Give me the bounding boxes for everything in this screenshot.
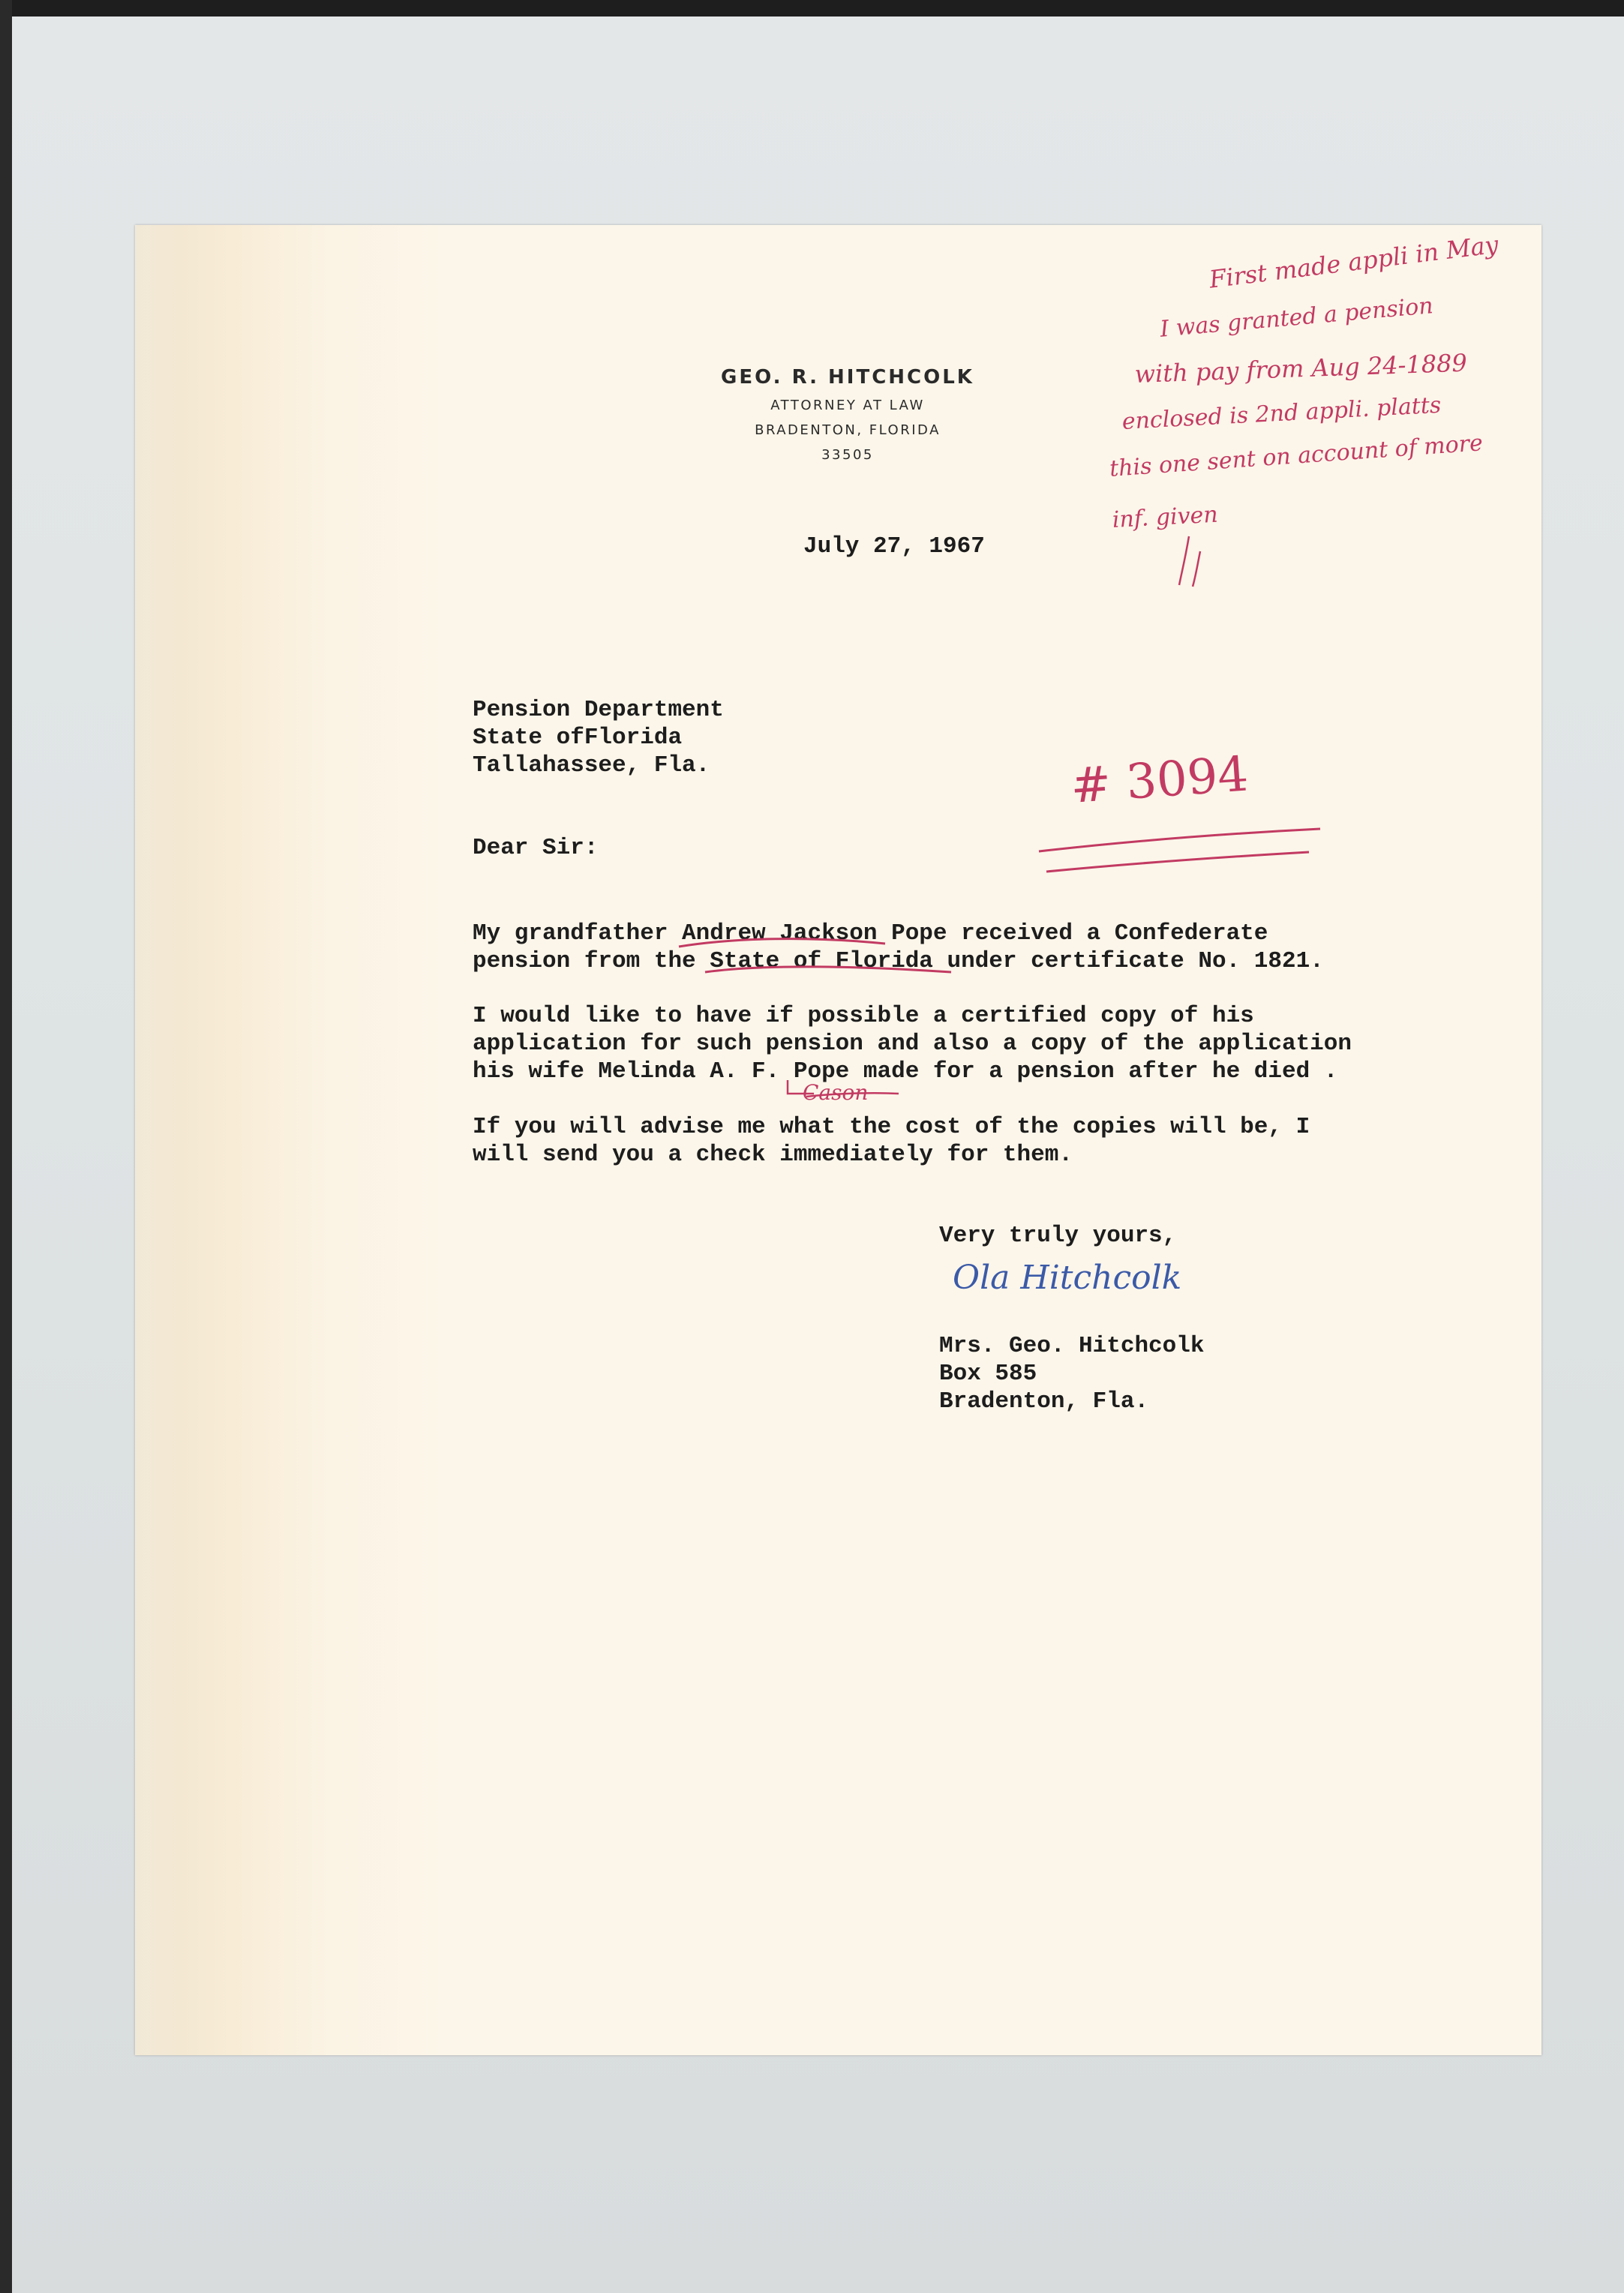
body-paragraph-1-line-1: My grandfather Andrew Jackson Pope received a Confederate bbox=[473, 920, 1268, 947]
salutation: Dear Sir: bbox=[473, 835, 599, 861]
recipient-line-1: Pension Department bbox=[473, 697, 724, 723]
letterhead-zip: 33505 bbox=[821, 447, 874, 463]
letterhead-city: BRADENTON, FLORIDA bbox=[755, 422, 941, 438]
handwritten-signature: Ola Hitchcolk bbox=[953, 1259, 1182, 1297]
margin-note-line-5: this one sent on account of more bbox=[1109, 430, 1484, 482]
scan-top-edge bbox=[0, 0, 1624, 17]
body-paragraph-2-line-1: I would like to have if possible a certified copy of his bbox=[473, 1003, 1254, 1029]
signature-line-3: Bradenton, Fla. bbox=[939, 1388, 1149, 1415]
letterhead-name: GEO. R. HITCHCOLK bbox=[721, 366, 974, 389]
margin-note-line-2: I was granted a pension bbox=[1159, 293, 1434, 343]
body-paragraph-2-line-3: his wife Melinda A. F. Pope made for a pension after he died . bbox=[473, 1058, 1338, 1085]
body-paragraph-3-line-2: will send you a check immediately for them. bbox=[473, 1142, 1073, 1168]
margin-note-line-6: inf. given bbox=[1112, 501, 1219, 533]
margin-note-line-4: enclosed is 2nd appli. platts bbox=[1121, 392, 1442, 435]
body-paragraph-1-line-2: pension from the State of Florida under certificate No. 1821. bbox=[473, 948, 1324, 974]
handwritten-insertion: Cason bbox=[803, 1080, 869, 1105]
signature-line-2: Box 585 bbox=[939, 1361, 1037, 1387]
scan-left-edge bbox=[0, 0, 12, 2293]
file-number: # 3094 bbox=[1069, 746, 1250, 815]
body-paragraph-2-line-2: application for such pension and also a copy of the application bbox=[473, 1031, 1352, 1057]
recipient-line-3: Tallahassee, Fla. bbox=[473, 752, 710, 779]
closing: Very truly yours, bbox=[939, 1223, 1177, 1249]
letterhead bbox=[698, 366, 998, 463]
body-paragraph-3-line-1: If you will advise me what the cost of the copies will be, I bbox=[473, 1114, 1310, 1140]
letterhead-title: ATTORNEY AT LAW bbox=[770, 398, 925, 413]
margin-note-line-1: First made appli in May bbox=[1208, 230, 1500, 294]
signature-line-1: Mrs. Geo. Hitchcolk bbox=[939, 1333, 1205, 1359]
letter-date: July 27, 1967 bbox=[803, 533, 985, 560]
margin-note-line-3: with pay from Aug 24-1889 bbox=[1134, 348, 1468, 389]
recipient-line-2: State ofFlorida bbox=[473, 725, 683, 751]
